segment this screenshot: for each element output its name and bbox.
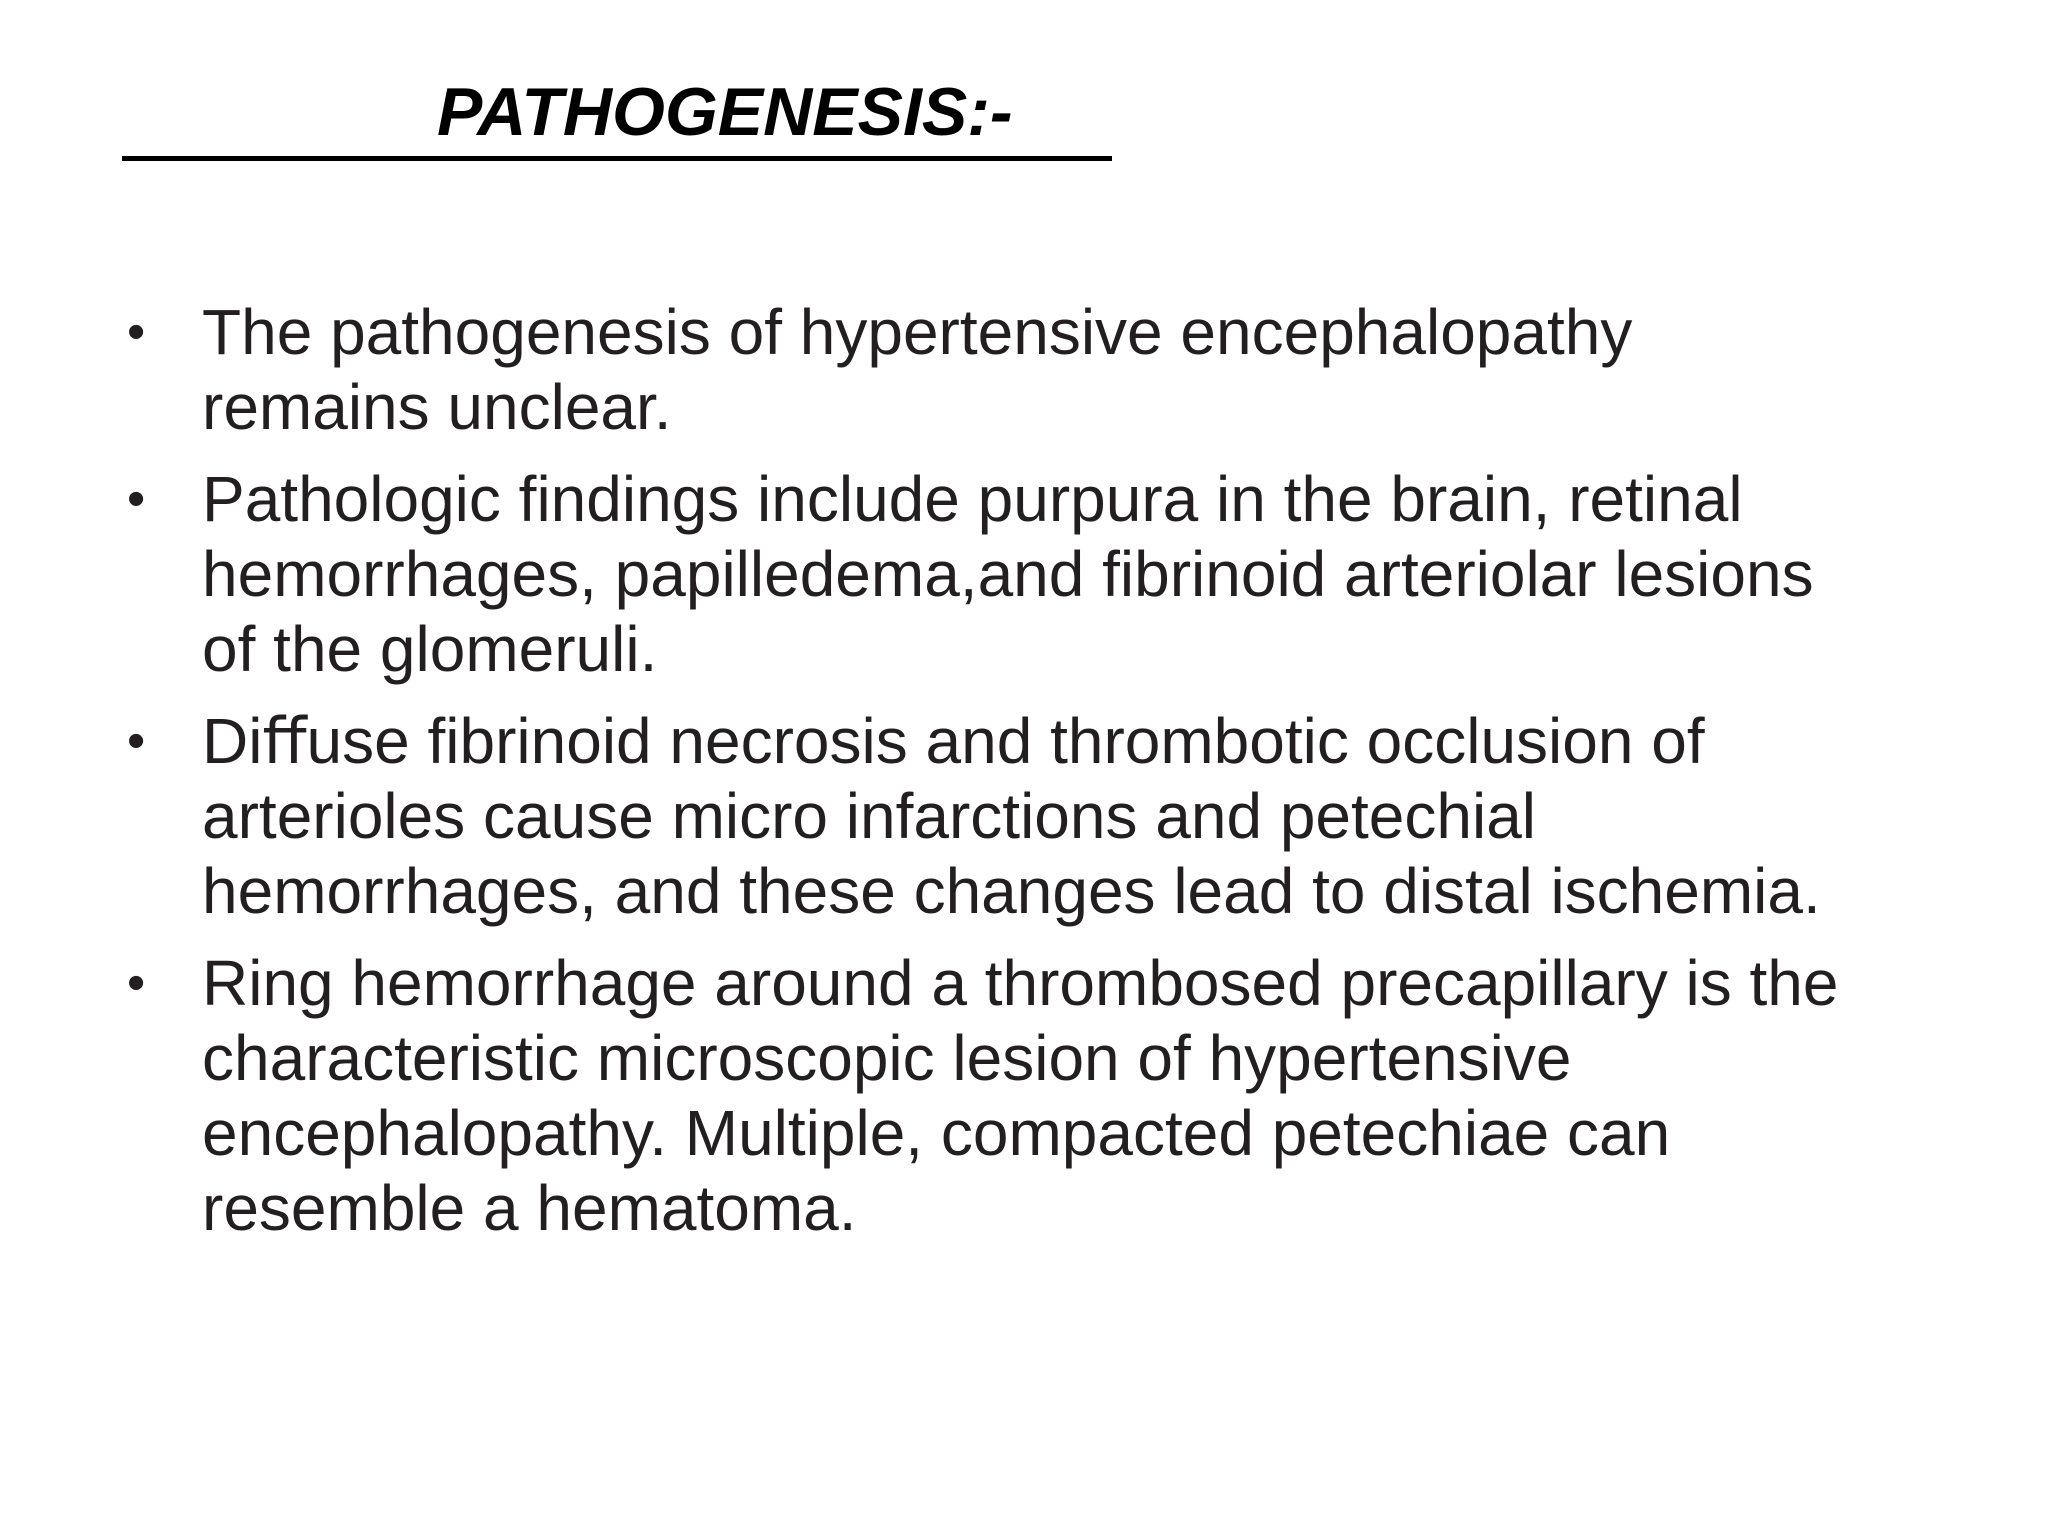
bullet-icon: • (127, 470, 146, 528)
bullet-item (122, 704, 2002, 929)
bullet-line: hemorrhages, and these changes lead to distal ischemia. (202, 855, 1821, 927)
bullet-line: of the glomeruli. (202, 613, 658, 685)
bullet-line: Ring hemorrhage around a thrombosed precapillary is the (202, 947, 1839, 1019)
bullet-icon: • (127, 954, 146, 1012)
bullet-line: remains unclear. (202, 371, 672, 443)
bullet-line: The pathogenesis of hypertensive encephalopathy (202, 296, 1633, 368)
bullet-icon: • (127, 712, 146, 770)
bullet-item (122, 295, 2002, 445)
bullet-line: Pathologic findings include purpura in the brain, retinal (202, 463, 1743, 535)
bullet-line: arterioles cause micro infarctions and petechial (202, 780, 1536, 852)
bullet-item (122, 946, 2002, 1246)
bullet-item (122, 462, 2002, 687)
bullet-line: Diﬀuse fibrinoid necrosis and thrombotic occlusion of (202, 705, 1705, 777)
bullet-line: encephalopathy. Multiple, compacted petechiae can (202, 1097, 1671, 1169)
bullet-line: characteristic microscopic lesion of hypertensive (202, 1022, 1572, 1094)
slide-title-text: PATHOGENESIS:- (437, 74, 1013, 150)
slide-title (122, 72, 1112, 161)
bullet-line: hemorrhages, papilledema,and fibrinoid arteriolar lesions (202, 538, 1814, 610)
bullet-icon: • (127, 303, 146, 361)
bullet-list (122, 295, 2002, 1263)
bullet-line: resemble a hematoma. (202, 1172, 857, 1244)
